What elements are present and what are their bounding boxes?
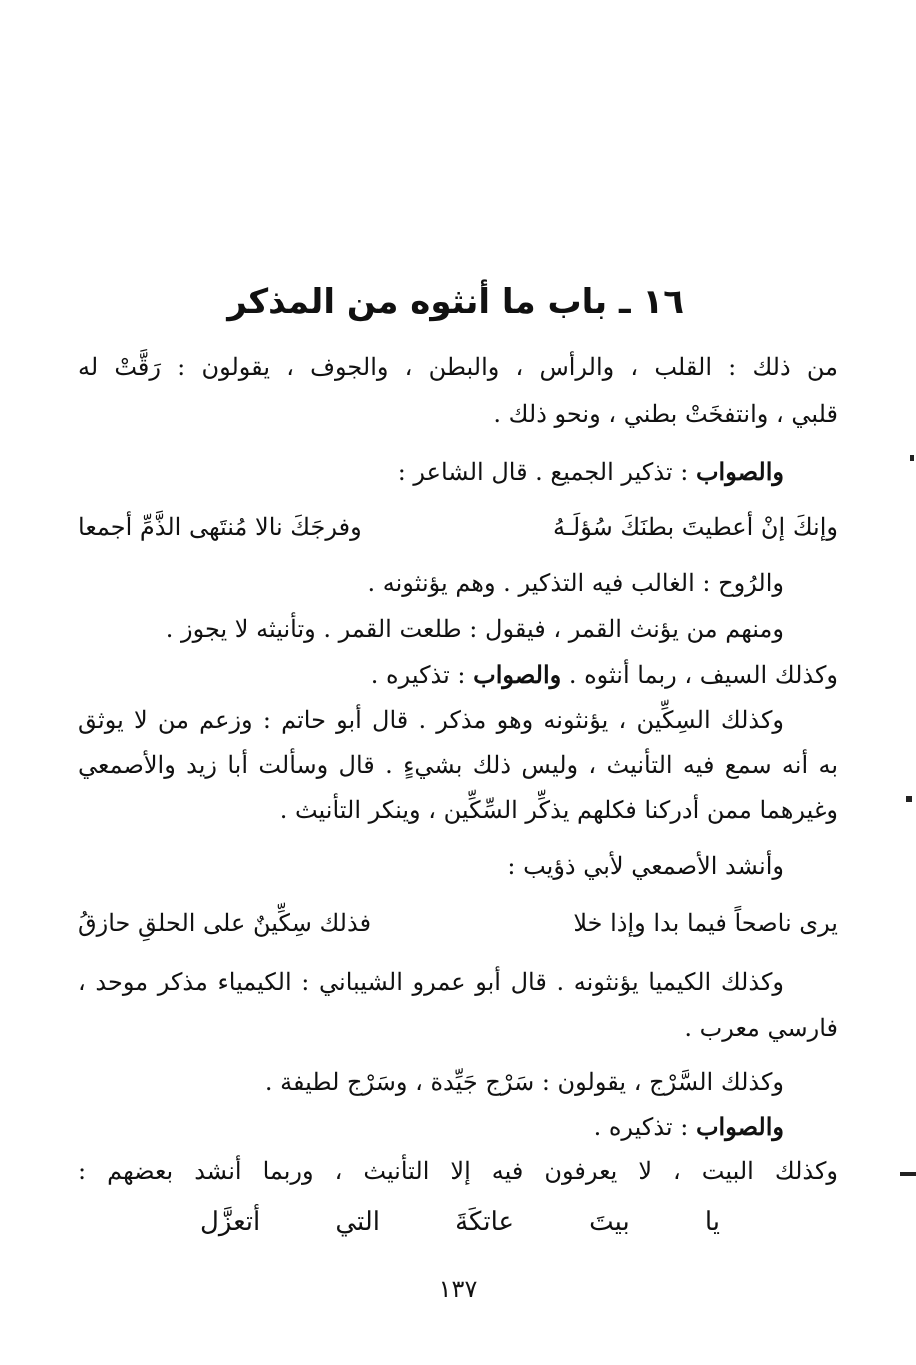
verse-hemistich-first: وإنكَ إنْ أعطيتَ بطنَكَ سُؤلَـهُ <box>552 513 838 541</box>
paragraph-line: وكذلك الكيميا يؤنثونه . قال أبو عمرو الشيباني : الكيمياء مذكر موحد ، <box>78 968 784 996</box>
paragraph-line: قلبي ، وانتفخَتْ بطني ، ونحو ذلك . <box>493 400 838 428</box>
paragraph-text: : تذكير الجميع . قال الشاعر : <box>397 458 696 486</box>
chapter-heading: ١٦ ـ باب ما أنثوه من المذكر <box>227 282 684 322</box>
paragraph-line: وأنشد الأصمعي لأبي ذؤيب : <box>507 852 784 880</box>
page-number: ١٣٧ <box>438 1275 478 1303</box>
verse-hemistich-first: يرى ناصحاً فيما بدا وإذا خلا <box>573 909 838 937</box>
verse-line <box>78 906 838 940</box>
paragraph-text: : تذكيره . <box>370 661 474 689</box>
verse-line: يا بيتَ عاتكَةَ التي أتعزَّل <box>200 1207 720 1237</box>
paragraph-line <box>78 658 838 692</box>
verse-hemistich-second: فذلك سِكِّينٌ على الحلقِ حازقُ <box>78 909 372 937</box>
paragraph-line: فارسي معرب . <box>684 1014 838 1042</box>
verse-hemistich-second: وفرجَكَ نالا مُنتَهى الذَّمِّ أجمعا <box>78 513 362 541</box>
paragraph-line: به أنه سمع فيه التأنيث ، وليس ذلك بشيءٍ . قال وسألت أبا زيد والأصمعي <box>78 751 838 779</box>
margin-mark <box>900 1172 916 1176</box>
paragraph-line: وكذلك السِكِّين ، يؤنثونه وهو مذكر . قال أبو حاتم : وزعم من لا يوثق <box>78 706 784 734</box>
paragraph-text: وكذلك السيف ، ربما أنثوه . <box>561 661 838 689</box>
paragraph-line <box>78 455 784 489</box>
margin-mark <box>906 796 912 802</box>
verse-line <box>78 510 838 544</box>
paragraph-text: : تذكيره . <box>593 1113 696 1141</box>
bold-label: والصواب <box>473 660 562 689</box>
paragraph-line: وغيرهما ممن أدركنا فكلهم يذكِّر السِّكِّين ، وينكر التأنيث . <box>279 796 838 824</box>
paragraph-line: وكذلك السَّرْج ، يقولون : سَرْج جَيِّدة ، وسَرْج لطيفة . <box>264 1068 784 1096</box>
paragraph-line: والرُوح : الغالب فيه التذكير . وهم يؤنثونه . <box>367 569 784 597</box>
paragraph-line <box>78 1110 784 1144</box>
bold-label: والصواب <box>695 1112 784 1141</box>
paragraph-line: من ذلك : القلب ، والرأس ، والبطن ، والجوف ، يقولون : رَقَّتْ له <box>78 353 838 381</box>
paragraph-line: ومنهم من يؤنث القمر ، فيقول : طلعت القمر . وتأنيثه لا يجوز . <box>165 615 784 643</box>
paragraph-line: وكذلك البيت ، لا يعرفون فيه إلا التأنيث ، وربما أنشد بعضهم : <box>78 1157 838 1185</box>
margin-mark <box>910 455 914 461</box>
bold-label: والصواب <box>695 457 784 486</box>
